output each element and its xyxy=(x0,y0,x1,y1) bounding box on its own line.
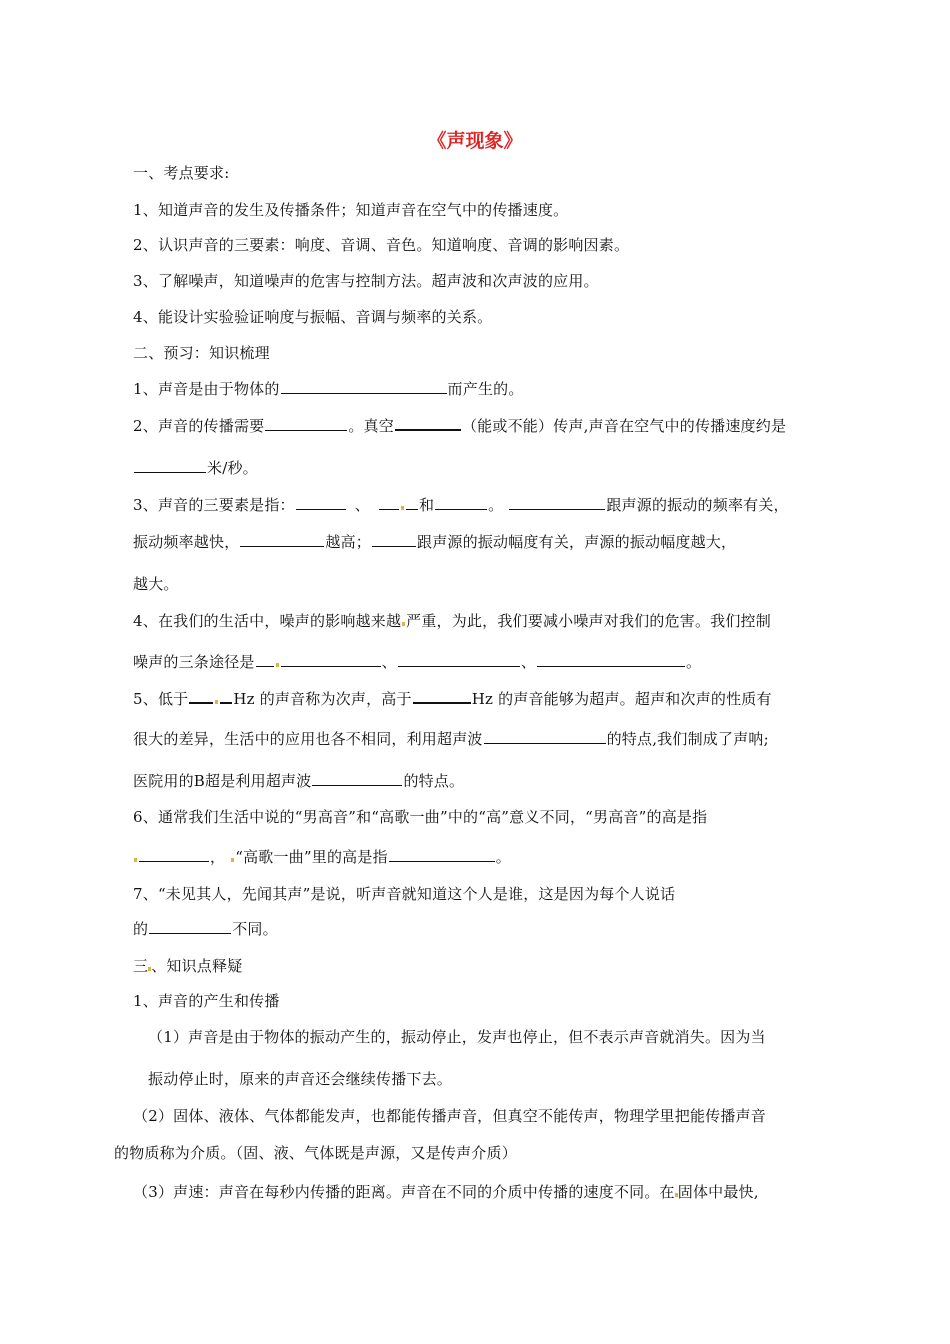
answer-blank[interactable] xyxy=(281,651,381,667)
question-5-text: Hz 的声音称为次声，高于 xyxy=(233,690,412,708)
question-2-text: 米/秒。 xyxy=(207,459,258,477)
question-1 xyxy=(133,378,524,400)
question-5-cont xyxy=(133,728,769,750)
paragraph-2: （2）固体、液体、气体都能发声，也都能传播声音，但真空不能传声，物理学里把能传播声音 xyxy=(133,1107,766,1125)
answer-blank[interactable] xyxy=(265,415,347,431)
question-3-text: 3、声音的三要素是指： xyxy=(133,496,295,514)
question-7-text: 不同。 xyxy=(232,920,278,938)
question-3-text: 和 xyxy=(418,496,435,514)
answer-blank[interactable] xyxy=(281,378,447,394)
requirement-4: 4、能设计实验验证响度与振幅、音调与频率的关系。 xyxy=(133,308,493,326)
question-3-cont xyxy=(133,531,736,553)
question-2-text: （能或不能）传声,声音在空气中的传播速度约是 xyxy=(461,417,787,435)
question-5-end xyxy=(133,770,464,792)
question-4-text: 严重，为此，我们要减小噪声对我们的危害。我们控制 xyxy=(406,612,771,630)
question-7: 7、“未见其人，先闻其声”是说，听声音就知道这个人是谁，这是因为每个人说话 xyxy=(133,885,676,903)
answer-blank[interactable] xyxy=(379,494,399,510)
answer-blank[interactable] xyxy=(189,687,213,704)
answer-blank[interactable] xyxy=(149,918,231,934)
question-4-text: 、 xyxy=(381,653,397,671)
answer-blank[interactable] xyxy=(296,494,346,510)
question-3-text: 跟声源的振动的频率有关， xyxy=(606,496,789,514)
stray-mark xyxy=(231,858,234,862)
question-6-cont xyxy=(133,846,511,868)
question-1-text: 而产生的。 xyxy=(447,380,524,398)
requirement-3: 3、了解噪声，知道噪声的危害与控制方法。超声波和次声波的应用。 xyxy=(133,272,599,290)
question-2 xyxy=(133,414,786,437)
question-3-text: 。 xyxy=(488,496,504,514)
stray-mark xyxy=(401,506,404,510)
answer-blank[interactable] xyxy=(509,494,605,510)
section-3-heading-text: 、知识点释疑 xyxy=(151,957,243,975)
question-6-text: “高歌一曲”里的高是指 xyxy=(235,848,388,866)
question-2-text: 2、声音的传播需要 xyxy=(133,417,265,435)
question-7-cont xyxy=(133,918,278,940)
paragraph-3-text: 固体中最快, xyxy=(677,1183,759,1201)
stray-mark xyxy=(134,858,137,862)
paragraph-3 xyxy=(133,1181,759,1203)
answer-blank[interactable] xyxy=(139,846,209,862)
answer-blank[interactable] xyxy=(372,531,416,547)
answer-blank[interactable] xyxy=(256,651,274,667)
stray-mark xyxy=(402,622,405,626)
question-4-text: 。 xyxy=(686,653,702,671)
page-title: 《声现象》 xyxy=(427,130,523,152)
answer-blank[interactable] xyxy=(240,531,324,547)
answer-blank[interactable] xyxy=(435,494,487,510)
paragraph-3-text: （3）声速：声音在每秒内传播的距离。声音在不同的介质中传播的速度不同。在 xyxy=(133,1183,675,1201)
question-1-text: 1、声音是由于物体的 xyxy=(133,380,280,398)
answer-blank[interactable] xyxy=(220,687,232,704)
question-5 xyxy=(133,687,772,710)
stray-mark xyxy=(276,663,279,667)
question-3 xyxy=(133,494,789,516)
question-4 xyxy=(133,610,771,632)
question-3-text: 跟声源的振动幅度有关，声源的振动幅度越大， xyxy=(417,533,737,551)
question-5-text: 的特点,我们制成了声呐; xyxy=(606,730,769,748)
question-3-text: 、 xyxy=(354,496,370,514)
section-3-heading-text: 三 xyxy=(133,957,149,975)
section-1-heading: 一、考点要求: xyxy=(133,164,230,182)
question-6-text: 。 xyxy=(495,848,511,866)
answer-blank[interactable] xyxy=(398,651,520,667)
section-2-heading: 二、预习：知识梳理 xyxy=(133,344,270,362)
question-6: 6、通常我们生活中说的“男高音”和“高歌一曲”中的“高”意义不同，“男高音”的高是指 xyxy=(133,808,708,826)
question-2-text: 。真空 xyxy=(348,417,394,435)
answer-blank[interactable] xyxy=(484,728,606,744)
question-5-text: Hz 的声音能够为超声。超声和次声的性质有 xyxy=(471,690,772,708)
question-4-text: 、 xyxy=(520,653,537,671)
paragraph-1-cont: 振动停止时，原来的声音还会继续传播下去。 xyxy=(148,1070,453,1088)
question-3-text: 越高； xyxy=(325,533,372,551)
stray-mark xyxy=(215,700,218,704)
question-4-text: 噪声的三条途径是 xyxy=(133,653,255,671)
answer-blank[interactable] xyxy=(406,494,418,510)
question-6-text: ， xyxy=(210,848,226,866)
question-5-text: 5、低于 xyxy=(133,690,189,708)
answer-blank[interactable] xyxy=(537,651,685,667)
answer-blank[interactable] xyxy=(312,770,402,786)
paragraph-2-cont: 的物质称为介质。（固、液、气体既是声源，又是传声介质） xyxy=(114,1144,517,1162)
question-5-text: 医院用的B超是利用超声波 xyxy=(133,772,312,790)
requirement-1: 1、知道声音的发生及传播条件；知道声音在空气中的传播速度。 xyxy=(133,201,569,219)
section-3-heading xyxy=(133,955,242,977)
question-3-end: 越大。 xyxy=(133,575,179,593)
question-2-cont xyxy=(133,457,258,479)
question-4-cont xyxy=(133,651,701,673)
answer-blank[interactable] xyxy=(413,687,471,704)
question-7-text: 的 xyxy=(133,920,149,938)
requirement-2: 2、认识声音的三要素：响度、音调、音色。知道响度、音调的影响因素。 xyxy=(133,236,630,254)
answer-blank[interactable] xyxy=(134,457,206,473)
question-5-text: 的特点。 xyxy=(403,772,465,790)
question-5-text: 很大的差异，生活中的应用也各不相同，利用超声波 xyxy=(133,730,483,748)
question-4-text: 4、在我们的生活中，噪声的影响越来越 xyxy=(133,612,402,630)
question-3-text: 振动频率越快， xyxy=(133,533,240,551)
answer-blank[interactable] xyxy=(395,414,461,431)
subsection-1: 1、声音的产生和传播 xyxy=(133,992,280,1010)
paragraph-1: （1）声音是由于物体的振动产生的，振动停止，发声也停止，但不表示声音就消失。因为当 xyxy=(148,1028,766,1046)
answer-blank[interactable] xyxy=(389,846,495,862)
